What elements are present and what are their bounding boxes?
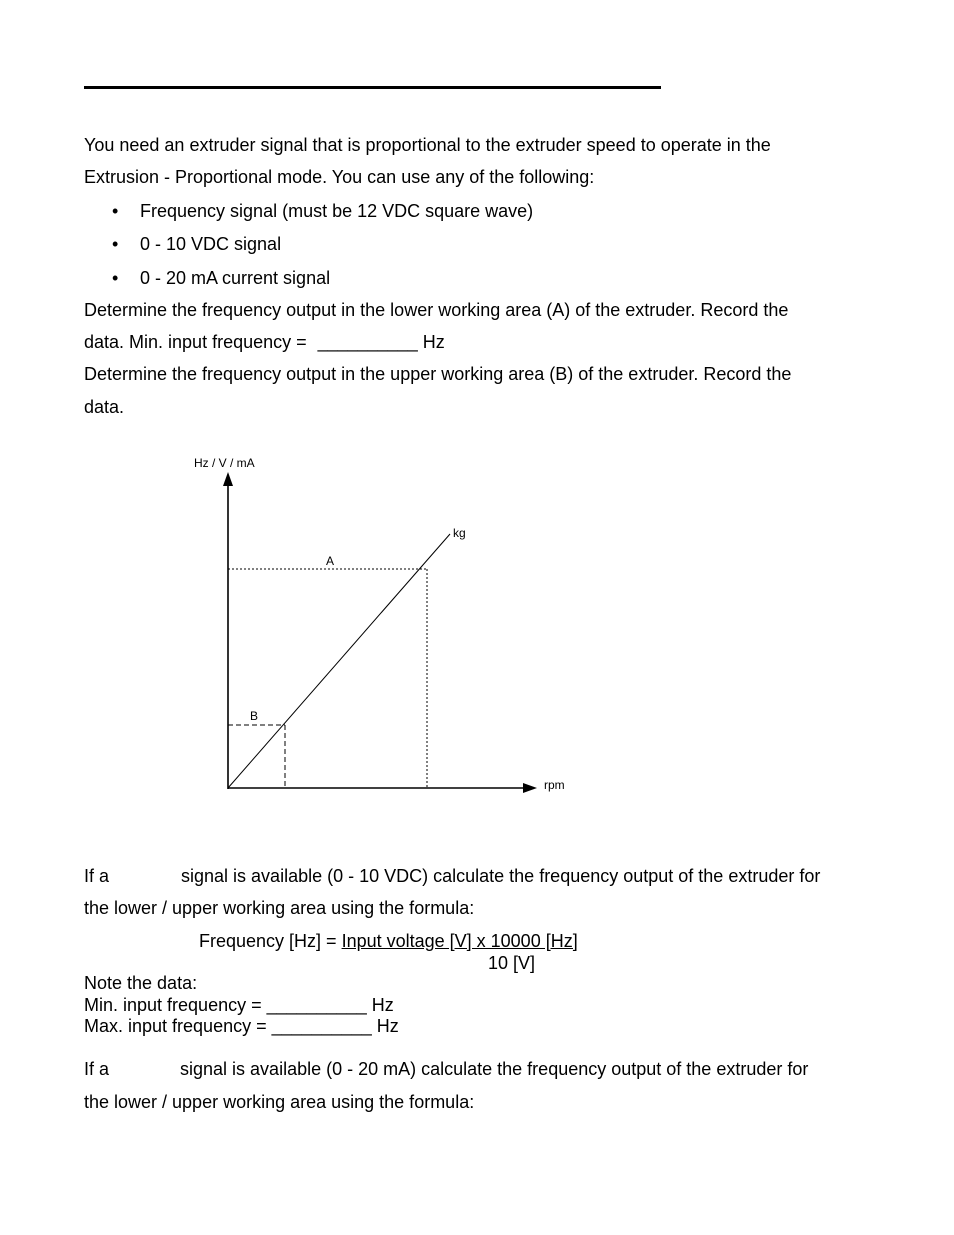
label-b: B xyxy=(250,709,259,723)
bullet-icon: • xyxy=(112,234,119,254)
label-a: A xyxy=(326,554,335,568)
formula-lhs: Frequency [Hz] = xyxy=(199,931,342,951)
min-frequency-blank: __________ xyxy=(317,332,418,352)
header-rule xyxy=(84,86,661,89)
frequency-formula xyxy=(199,930,578,952)
max-frequency-blank: __________ xyxy=(271,1016,372,1036)
voltage-line-2: the lower / upper working area using the formula: xyxy=(84,898,475,918)
lower-area-line-1: Determine the frequency output in the lower working area (A) of the extruder. Record the xyxy=(84,300,789,320)
voltage-line-1 xyxy=(84,860,820,893)
lower-area-line-2 xyxy=(84,326,445,359)
working-area-diagram xyxy=(180,448,580,808)
list-item xyxy=(112,195,533,228)
max-frequency-line xyxy=(84,1016,399,1038)
formula-denominator: 10 [V] xyxy=(488,953,536,973)
kg-line xyxy=(228,534,450,788)
unit-label: Hz xyxy=(371,995,394,1015)
bullet-icon: • xyxy=(112,268,119,288)
intro-line-1: You need an extruder signal that is proportional to the extruder speed to operate in the xyxy=(84,135,771,155)
unit-label: Hz xyxy=(422,332,445,352)
list-item-text: 0 - 10 VDC signal xyxy=(140,234,282,254)
line-label: kg xyxy=(453,526,466,540)
upper-area-line-1: Determine the frequency output in the upper working area (B) of the extruder. Record the xyxy=(84,364,792,384)
list-item xyxy=(112,262,330,295)
intro-line-2: Extrusion - Proportional mode. You can use any of the following: xyxy=(84,167,595,187)
current-line-1-end: signal is available (0 - 20 mA) calculate the frequency output of the extruder for xyxy=(180,1059,809,1079)
current-line-1-start: If a xyxy=(84,1059,110,1079)
bullet-icon: • xyxy=(112,201,119,221)
x-axis-arrow-icon xyxy=(523,783,537,793)
current-line-1 xyxy=(84,1053,808,1086)
note-label: Note the data: xyxy=(84,973,198,993)
y-axis-arrow-icon xyxy=(223,472,233,486)
min-frequency-line xyxy=(84,995,394,1017)
list-item xyxy=(112,228,281,261)
unit-label: Hz xyxy=(376,1016,399,1036)
y-axis-label: Hz / V / mA xyxy=(194,456,255,470)
list-item-text: 0 - 20 mA current signal xyxy=(140,268,331,288)
voltage-line-1-end: signal is available (0 - 10 VDC) calculate the frequency output of the extruder for xyxy=(181,866,821,886)
voltage-line-1-start: If a xyxy=(84,866,110,886)
x-axis-label: rpm xyxy=(544,778,565,792)
min-frequency-blank: __________ xyxy=(266,995,367,1015)
max-frequency-label: Max. input frequency = xyxy=(84,1016,272,1036)
formula-numerator: Input voltage [V] x 10000 [Hz] xyxy=(341,931,578,951)
list-item-text: Frequency signal (must be 12 VDC square wave) xyxy=(140,201,534,221)
lower-area-label: data. Min. input frequency = xyxy=(84,332,312,352)
min-frequency-label: Min. input frequency = xyxy=(84,995,267,1015)
current-line-2: the lower / upper working area using the formula: xyxy=(84,1092,475,1112)
upper-area-line-2: data. xyxy=(84,397,125,417)
